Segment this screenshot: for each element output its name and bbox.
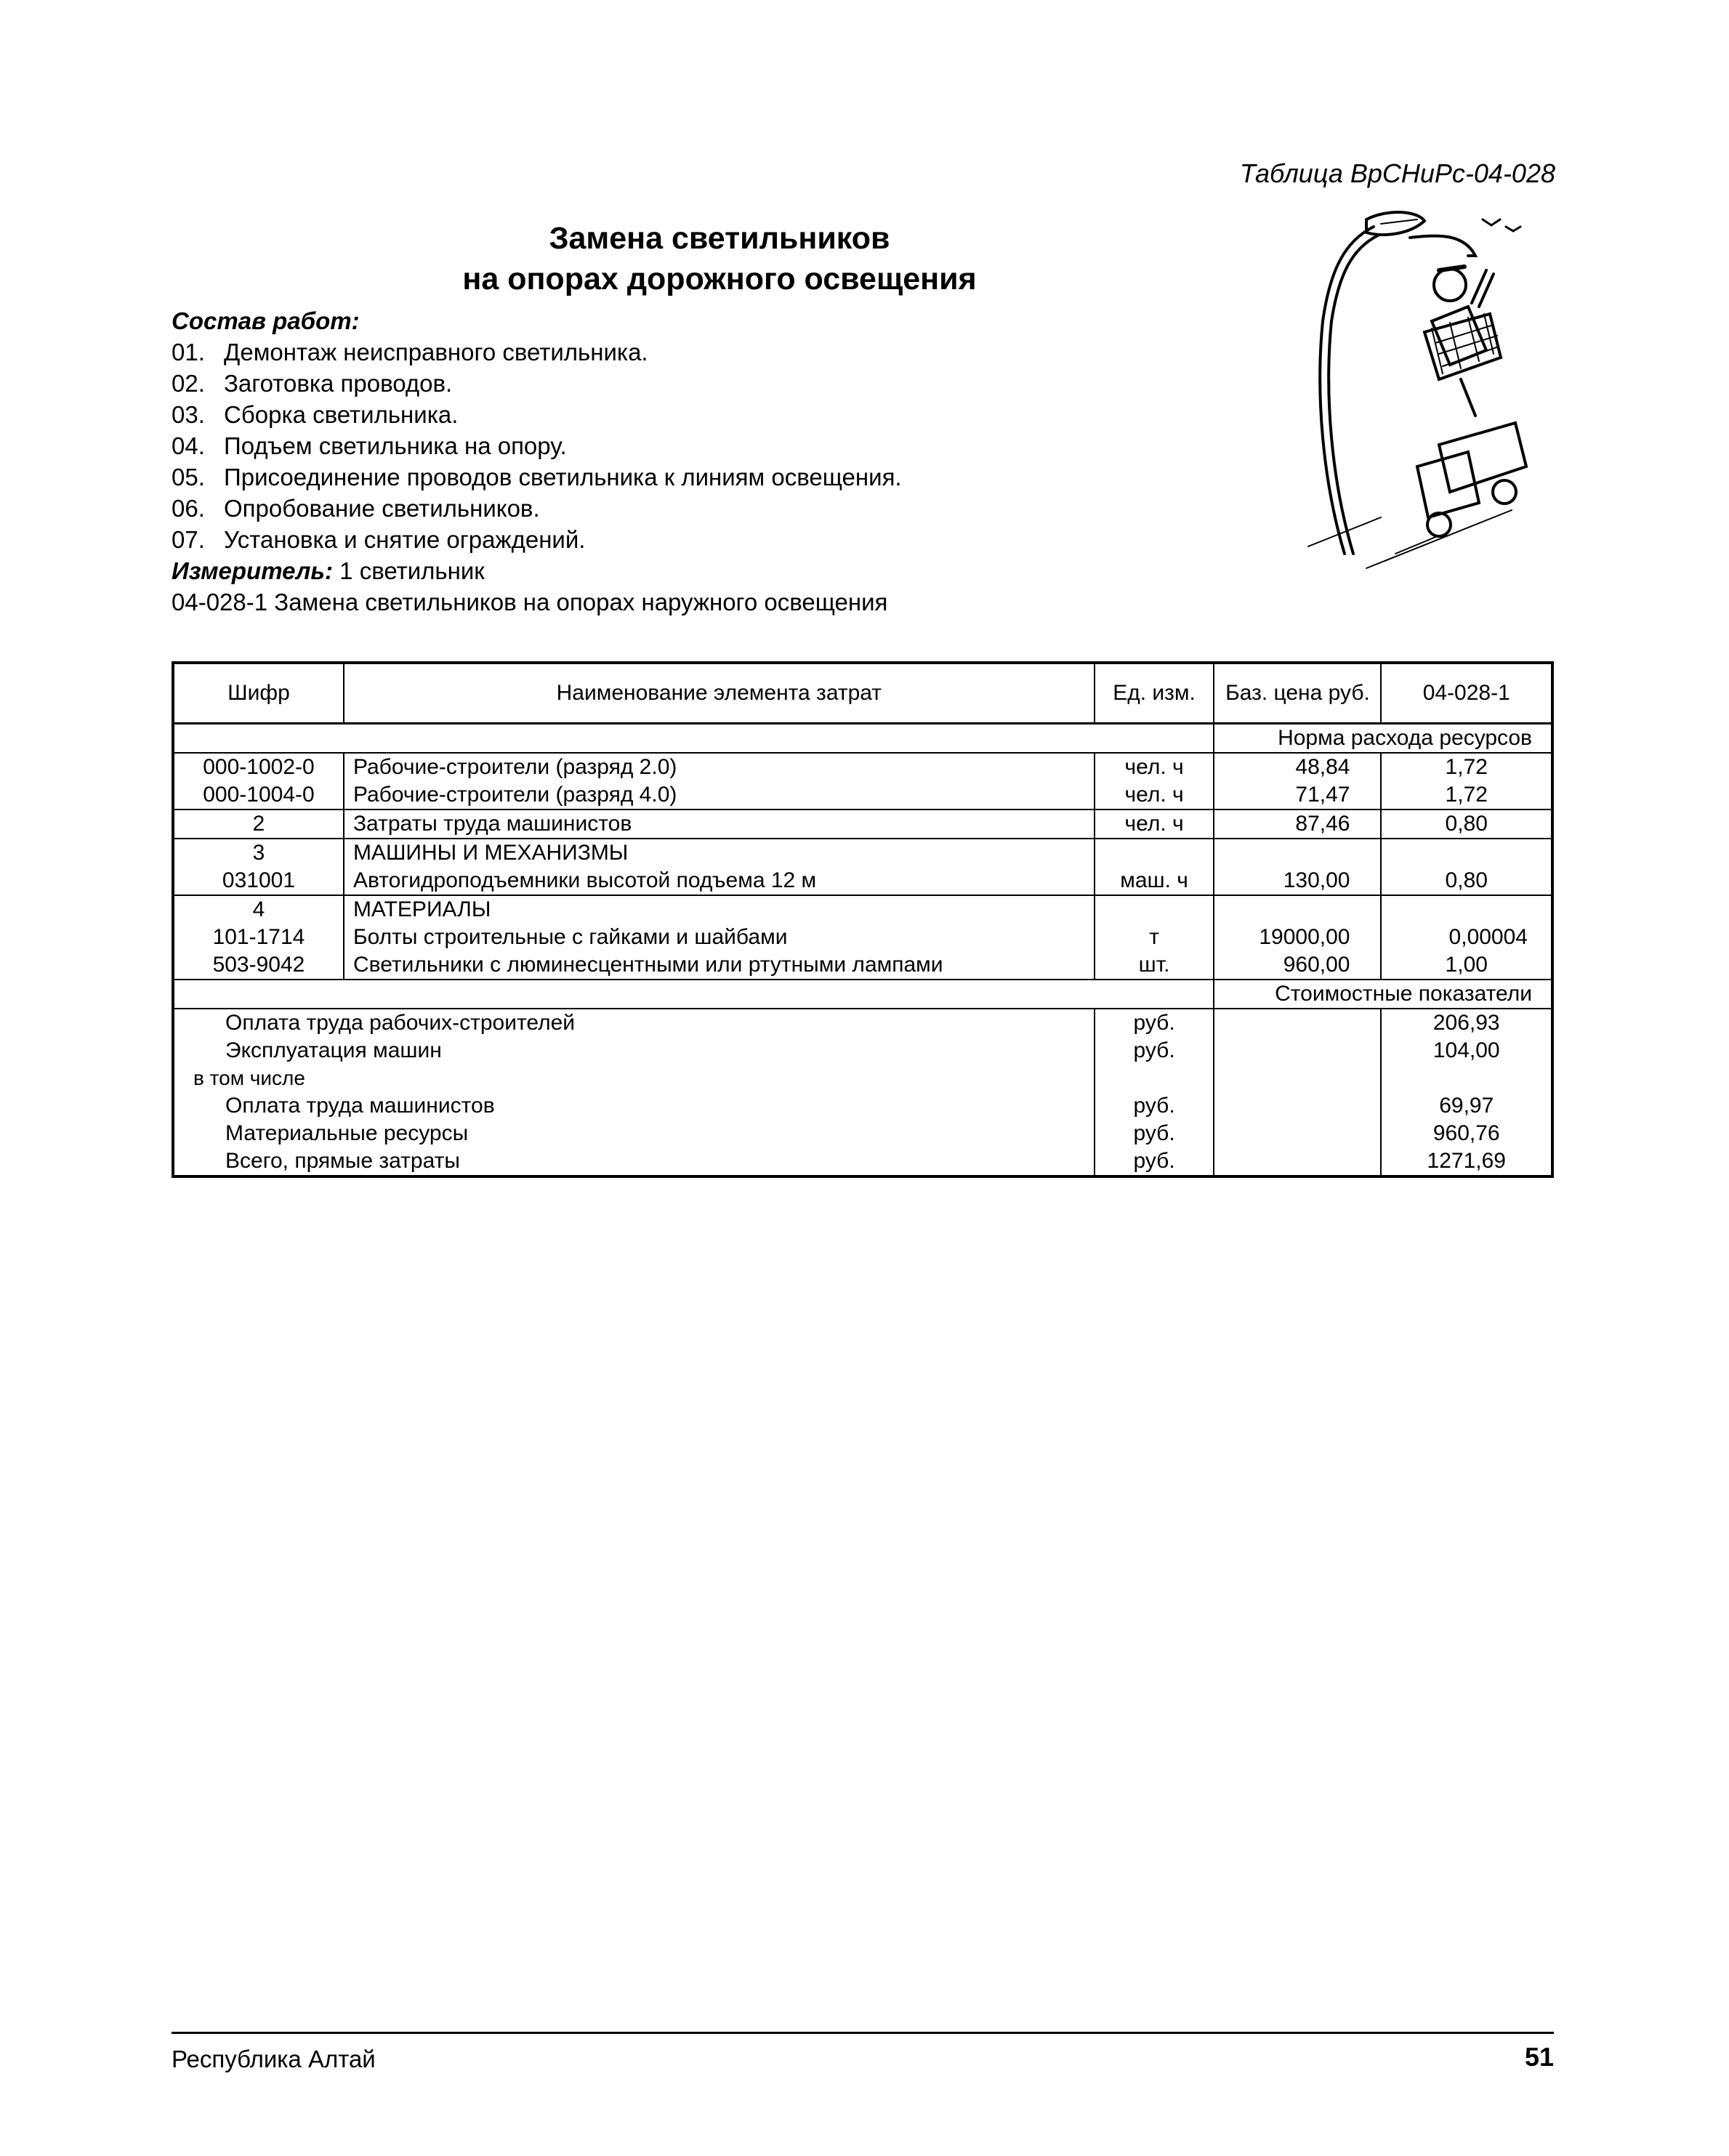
work-item-text: Демонтаж неисправного светильника. [224, 339, 648, 366]
cell-price: 130,00 [1214, 867, 1381, 895]
section-row-costs [173, 980, 1552, 1009]
summary-name: в том числе [173, 1065, 1095, 1092]
cell-name: Рабочие-строители (разряд 4.0) [344, 781, 1095, 809]
summary-unit: руб. [1095, 1147, 1214, 1176]
summary-row [173, 1065, 1552, 1092]
summary-unit: руб. [1095, 1009, 1214, 1037]
cell-unit: маш. ч [1095, 867, 1214, 895]
work-item-number: 04. [172, 432, 205, 459]
cell-price: 48,84 [1214, 753, 1381, 781]
header-code: Шифр [173, 663, 344, 724]
cell-price: 87,46 [1214, 809, 1381, 839]
table-row [173, 867, 1552, 895]
summary-value: 104,00 [1381, 1037, 1552, 1065]
work-item-text: Заготовка проводов. [224, 370, 453, 397]
footer-divider [172, 2032, 1554, 2034]
work-item [172, 430, 1262, 461]
summary-name: Оплата труда машинистов [173, 1092, 1095, 1120]
summary-value: 960,76 [1381, 1120, 1552, 1147]
work-item-text: Опробование светильников. [224, 495, 540, 522]
cell-code: 000-1004-0 [173, 781, 344, 809]
cell-code: 4 [173, 895, 344, 924]
work-item-number: 03. [172, 401, 205, 428]
summary-row [173, 1092, 1552, 1120]
work-item-number: 01. [172, 339, 205, 366]
cell-name: Затраты труда машинистов [344, 809, 1095, 839]
work-item [172, 524, 1262, 555]
cell-name: МАТЕРИАЛЫ [344, 895, 1095, 924]
footer-region: Республика Алтай [172, 2046, 376, 2072]
cell-norm: 1,00 [1381, 951, 1552, 980]
cell-code: 101-1714 [173, 924, 344, 951]
cell-code: 503-9042 [173, 951, 344, 980]
header-price: Баз. цена руб. [1214, 663, 1381, 724]
work-item-text: Сборка светильника. [224, 401, 459, 428]
summary-value: 206,93 [1381, 1009, 1552, 1037]
summary-row [173, 1147, 1552, 1176]
section-norms-label: Норма расхода ресурсов [1214, 724, 1552, 754]
work-item [172, 399, 1262, 430]
summary-row [173, 1120, 1552, 1147]
table-row [173, 809, 1552, 839]
summary-unit: руб. [1095, 1092, 1214, 1120]
work-item-text: Установка и снятие ограждений. [224, 526, 586, 553]
work-item-number: 06. [172, 495, 205, 522]
work-item-number: 07. [172, 526, 205, 553]
table-row [173, 924, 1552, 951]
cell-price [1214, 839, 1381, 867]
cell-norm: 0,80 [1381, 809, 1552, 839]
title-line-2: на опорах дорожного освещения [462, 262, 977, 296]
table-reference: Таблица ВрСНиРс-04-028 [1239, 158, 1555, 188]
cell-unit: т [1095, 924, 1214, 951]
summary-unit [1095, 1065, 1214, 1092]
work-item-number: 05. [172, 464, 205, 490]
summary-unit: руб. [1095, 1037, 1214, 1065]
page-title [174, 218, 1265, 299]
cell-norm [1381, 895, 1552, 924]
work-item [172, 461, 1262, 493]
table-row [173, 895, 1552, 924]
summary-name: Оплата труда рабочих-строителей [173, 1009, 1095, 1037]
table-header-row [173, 663, 1552, 724]
cell-norm: 1,72 [1381, 753, 1552, 781]
cell-name: Светильники с люминесцентными или ртутными лампами [344, 951, 1095, 980]
measure [172, 555, 1262, 586]
cell-unit [1095, 839, 1214, 867]
work-item [172, 368, 1262, 399]
cell-unit: чел. ч [1095, 781, 1214, 809]
header-name: Наименование элемента затрат [344, 663, 1095, 724]
measure-label: Измеритель: [172, 557, 333, 584]
table-subtitle: 04-028-1 Замена светильников на опорах наружного освещения [172, 589, 888, 615]
work-item-text: Присоединение проводов светильника к линиям освещения. [224, 464, 902, 490]
cost-table [172, 661, 1554, 1178]
page-number: 51 [1524, 2042, 1554, 2072]
cell-code: 3 [173, 839, 344, 867]
work-list [172, 336, 1262, 555]
composition-label: Состав работ: [172, 307, 360, 334]
summary-unit: руб. [1095, 1120, 1214, 1147]
table-row [173, 781, 1552, 809]
cell-price [1214, 895, 1381, 924]
cell-name: Болты строительные с гайками и шайбами [344, 924, 1095, 951]
section-row-norms [173, 724, 1552, 754]
cell-price: 960,00 [1214, 951, 1381, 980]
cell-unit [1095, 895, 1214, 924]
work-item-number: 02. [172, 370, 205, 397]
cell-name: Автогидроподъемники высотой подъема 12 м [344, 867, 1095, 895]
table-row [173, 951, 1552, 980]
table-row [173, 839, 1552, 867]
table-row [173, 753, 1552, 781]
title-line-1: Замена светильников [549, 221, 890, 256]
header-unit: Ед. изм. [1095, 663, 1214, 724]
summary-name: Эксплуатация машин [173, 1037, 1095, 1065]
cell-unit: чел. ч [1095, 753, 1214, 781]
cell-norm: 0,80 [1381, 867, 1552, 895]
work-item [172, 493, 1262, 524]
work-item [172, 336, 1262, 368]
cell-unit: чел. ч [1095, 809, 1214, 839]
work-composition [172, 305, 1262, 618]
cell-code: 031001 [173, 867, 344, 895]
measure-value: 1 светильник [339, 557, 485, 584]
cell-norm [1381, 839, 1552, 867]
summary-value [1381, 1065, 1552, 1092]
cell-name: Рабочие-строители (разряд 2.0) [344, 753, 1095, 781]
cell-code: 2 [173, 809, 344, 839]
cell-name: МАШИНЫ И МЕХАНИЗМЫ [344, 839, 1095, 867]
cell-price: 71,47 [1214, 781, 1381, 809]
summary-value: 69,97 [1381, 1092, 1552, 1120]
summary-row [173, 1009, 1552, 1037]
cell-price: 19000,00 [1214, 924, 1381, 951]
summary-row [173, 1037, 1552, 1065]
cell-unit: шт. [1095, 951, 1214, 980]
cell-norm: 0,00004 [1381, 924, 1552, 951]
work-item-text: Подъем светильника на опору. [224, 432, 567, 459]
summary-value: 1271,69 [1381, 1147, 1552, 1176]
cell-code: 000-1002-0 [173, 753, 344, 781]
cell-norm: 1,72 [1381, 781, 1552, 809]
street-light-repair-illustration [1294, 205, 1533, 576]
summary-name: Всего, прямые затраты [173, 1147, 1095, 1176]
section-costs-label: Стоимостные показатели [1214, 980, 1552, 1009]
header-norm: 04-028-1 [1381, 663, 1552, 724]
summary-name: Материальные ресурсы [173, 1120, 1095, 1147]
